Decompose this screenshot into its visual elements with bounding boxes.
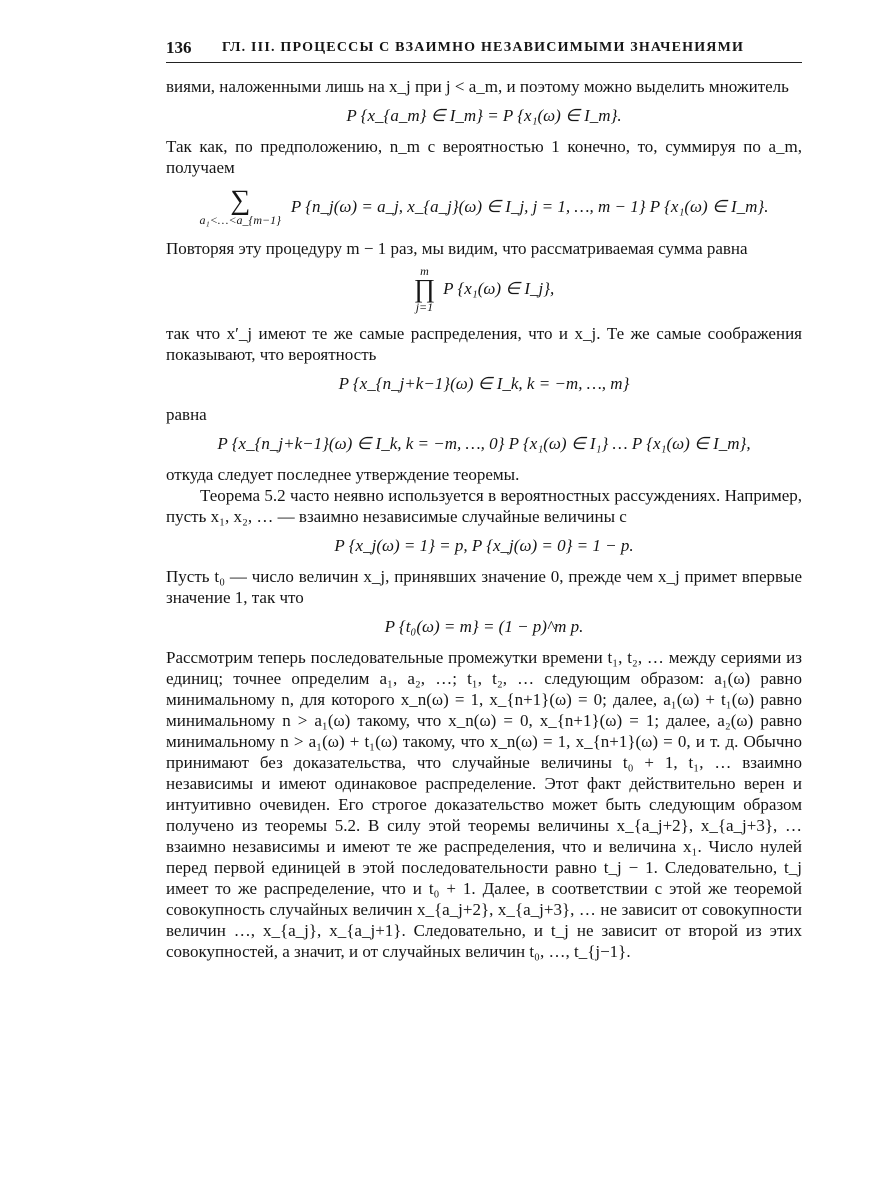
paragraph-8: Пусть t₀ — число величин x_j, принявших значение 0, прежде чем x_j примет впервые значение 1, так что (166, 567, 802, 607)
formula-5: P {x_{n_j+k−1}(ω) ∈ I_k, k = −m, …, 0} P {x₁(ω) ∈ I₁} … P {x₁(ω) ∈ I_m}, (217, 434, 751, 453)
formula-6: P {x_j(ω) = 1} = p, P {x_j(ω) = 0} = 1 − p. (334, 536, 634, 555)
page-number: 136 (166, 38, 192, 57)
sum-limits: a₁<…<a_{m−1} (199, 213, 281, 227)
running-title: ГЛ. III. ПРОЦЕССЫ С ВЗАИМНО НЕЗАВИСИМЫМИ ЗНАЧЕНИЯМИ (222, 40, 745, 55)
paragraph-5: равна (166, 405, 207, 424)
paragraph-7: Теорема 5.2 часто неявно используется в вероятностных рассуждениях. Например, пусть x₁, x₂, … — взаимно независимые случайные величины с (166, 486, 802, 526)
formula-7: P {t₀(ω) = m} = (1 − p)^m p. (384, 617, 584, 636)
product-upper-limit: m (420, 264, 429, 278)
formula-3-body: P {x₁(ω) ∈ I_j}, (443, 279, 555, 298)
sum-symbol: ∑ (230, 185, 251, 216)
product-lower-limit: j=1 (415, 300, 434, 314)
paragraph-2: Так как, по предположению, n_m с вероятностью 1 конечно, то, суммируя по a_m, получаем (166, 137, 802, 177)
paragraph-9: Рассмотрим теперь последовательные промежутки времени t₁, t₂, … между сериями из единиц; точнее определим a₁, a₂, …; t₁, t₂, … следующим образом: a₁(ω) равно минимальному n, для которого x_n(ω) = 1, x_{n+1}(ω) = 0; далее, a₁(ω) + t₁(ω) равно минимальному n > a₁(ω) такому, что x_n(ω) = 0, x_{n+1}(ω) = 1; далее, a₂(ω) равно минимальному n > a₁(ω) + t₁(ω) такому, что x_n(ω) = 1, x_{n+1}(ω) = 0, и т. д. Обычно принимают без доказательства, что случайные величины t₀ + 1, t₁, … взаимно независимы и имеют одинаковое распределение. Этот факт действительно верен и интуитивно очевиден. Его строгое доказательство может быть следующим образом получено из теоремы 5.2. В силу этой теоремы величины x_{a_j+2}, x_{a_j+3}, … взаимно независимы и имеют те же распределения, что и величина x₁. Число нулей перед первой единицей в этой последовательности равно t_j − 1. Следовательно, t_j имеет то же распределение, что и t₀ + 1. Далее, в соответствии с этой же теоремой совокупность случайных величин x_{a_j+2}, x_{a_j+3}, … не зависит от совокупности величин …, x_{a_j}, x_{a_j+1}. Следовательно, и t_j не зависит от второй из этих совокупностей, а значит, и от случайных величин t₀, …, t_{j−1}. (166, 648, 802, 961)
product-symbol: ∏ (413, 274, 436, 303)
formula-2 (166, 185, 802, 227)
paragraph-1: виями, наложенными лишь на x_j при j < a_m, и поэтому можно выделить множитель (166, 77, 789, 96)
paragraph-4: так что x′_j имеют те же самые распределения, что и x_j. Те же самые соображения показывают, что вероятность (166, 324, 802, 364)
text-body (166, 76, 802, 962)
paragraph-3: Повторяя эту процедуру m − 1 раз, мы видим, что рассматриваемая сумма равна (166, 239, 748, 258)
formula-4: P {x_{n_j+k−1}(ω) ∈ I_k, k = −m, …, m} (338, 374, 630, 393)
formula-3 (166, 265, 802, 313)
formula-1: P {x_{a_m} ∈ I_m} = P {x₁(ω) ∈ I_m}. (346, 106, 622, 125)
summation-operator (199, 185, 281, 227)
running-header (166, 36, 802, 63)
product-operator (414, 265, 435, 313)
formula-2-body: P {n_j(ω) = a_j, x_{a_j}(ω) ∈ I_j, j = 1, …, m − 1} P {x₁(ω) ∈ I_m}. (290, 197, 769, 216)
paragraph-6: откуда следует последнее утверждение теоремы. (166, 465, 520, 484)
